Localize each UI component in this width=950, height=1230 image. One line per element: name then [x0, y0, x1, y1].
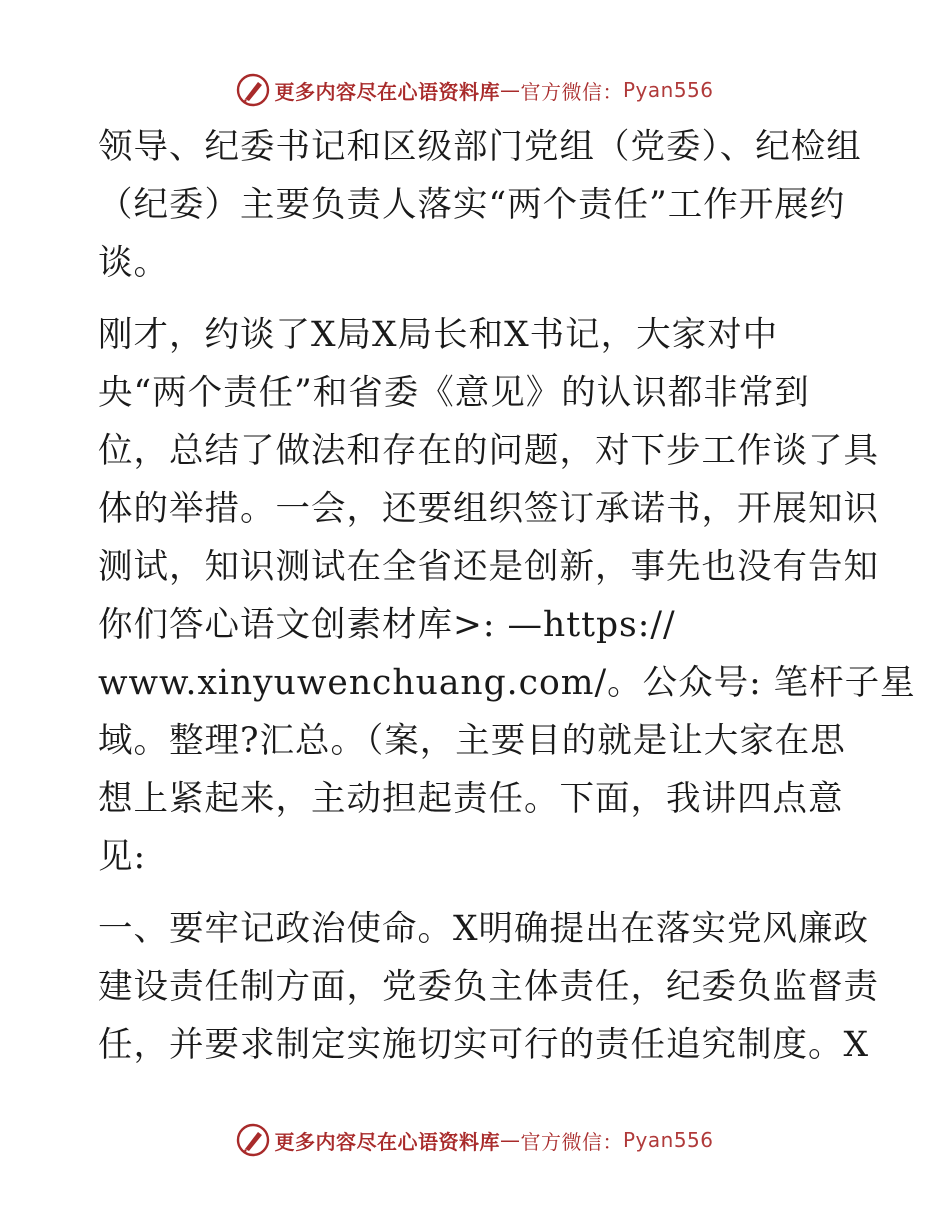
watermark-text: 更多内容尽在心语资料库: [274, 1129, 500, 1154]
watermark-wechat-id: Pyan556: [622, 78, 714, 102]
text-line: 央“两个责任”和省委《意见》的认识都非常到: [98, 373, 810, 413]
watermark-text: 更多内容尽在心语资料库: [274, 79, 500, 104]
footer-watermark: [0, 1122, 950, 1158]
text-line: 体的举措。一会，还要组织签订承诺书，开展知识: [98, 489, 879, 529]
text-line: 刚才，约谈了X局X局长和X书记，大家对中: [98, 315, 779, 355]
text-line: www.xinyuwenchuang.com/。公众号: 笔杆子星: [98, 663, 916, 703]
text-line: 谈。: [98, 243, 169, 283]
text-line: 任，并要求制定实施切实可行的责任追究制度。X: [98, 1025, 870, 1065]
text-line: 域。整理?汇总。（案，主要目的就是让大家在思: [98, 721, 846, 761]
text-line: （纪委）主要负责人落实“两个责任”工作开展约: [98, 185, 846, 225]
document-body: [98, 118, 916, 1074]
header-watermark: [0, 72, 950, 108]
text-line: 你们答心语文创素材库>: —https://: [98, 605, 676, 645]
paragraph: [98, 306, 916, 886]
text-line: 领导、纪委书记和区级部门党组（党委）、纪检组: [98, 127, 862, 167]
text-line: 想上紧起来，主动担起责任。下面，我讲四点意: [98, 779, 844, 819]
text-line: 位，总结了做法和存在的问题，对下步工作谈了具: [98, 431, 879, 471]
paragraph: [98, 900, 879, 1074]
text-line: 一、要牢记政治使命。X明确提出在落实党风廉政: [98, 909, 870, 949]
pen-logo-icon: [236, 1123, 270, 1157]
watermark-label: 官方微信：: [520, 79, 623, 104]
watermark-wechat-id: Pyan556: [622, 1128, 714, 1152]
text-line: 见:: [98, 837, 147, 877]
text-line: 建设责任制方面，党委负主体责任，纪委负监督责: [98, 967, 879, 1007]
text-line: 测试，知识测试在全省还是创新，事先也没有告知: [98, 547, 879, 587]
pen-logo-icon: [236, 73, 270, 107]
watermark-label: 官方微信：: [520, 1129, 623, 1154]
watermark-separator: —: [499, 78, 521, 102]
watermark-separator: —: [499, 1128, 521, 1152]
paragraph: [98, 118, 862, 292]
